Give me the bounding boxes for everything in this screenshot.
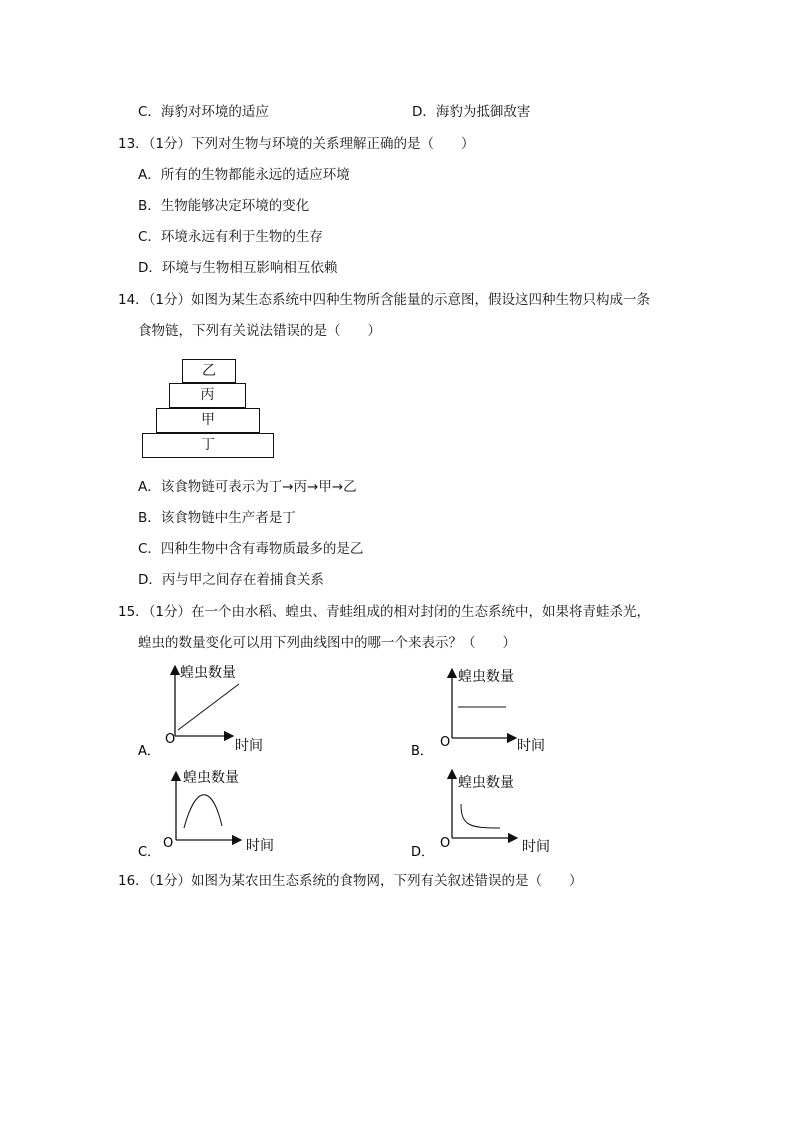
- q15-stem-line2: 蝗虫的数量变化可以用下列曲线图中的哪一个来表示？（ ）: [138, 635, 516, 651]
- graph-b: [411, 668, 545, 759]
- q13-option-d: D．环境与生物相互影响相互依赖: [138, 260, 338, 276]
- q16-stem: 16．（1分）如图为某农田生态系统的食物网，下列有关叙述错误的是（ ）: [118, 873, 583, 889]
- graph-c-origin: O: [163, 836, 174, 851]
- q13-option-a: A．所有的生物都能永远的适应环境: [138, 167, 350, 183]
- graph-a-label: A．: [138, 744, 160, 759]
- q12-option-d: D．海豹为抵御敌害: [412, 104, 531, 120]
- q14-option-a: A．该食物链可表示为丁→丙→甲→乙: [138, 479, 357, 495]
- graph-a-ylabel: 蝗虫数量: [180, 665, 236, 681]
- graph-d-label: D．: [411, 845, 435, 860]
- pyramid-level-bing: 丙: [169, 383, 246, 408]
- q14-option-c: C．四种生物中含有毒物质最多的是乙: [138, 541, 364, 557]
- graph-d-ylabel: 蝗虫数量: [458, 775, 514, 791]
- q14-option-b: B．该食物链中生产者是丁: [138, 510, 296, 526]
- graph-d-origin: O: [440, 836, 451, 851]
- q13-stem: 13．（1分）下列对生物与环境的关系理解正确的是（ ）: [118, 136, 475, 152]
- pyramid-level-jia: 甲: [156, 408, 260, 433]
- graph-b-label: B．: [411, 744, 433, 759]
- q14-option-d: D．丙与甲之间存在着捕食关系: [138, 572, 324, 588]
- q14-stem-line2: 食物链，下列有关说法错误的是（ ）: [138, 323, 381, 339]
- q14-stem-line1: 14．（1分）如图为某生态系统中四种生物所含能量的示意图，假设这四种生物只构成一条: [118, 292, 651, 308]
- graph-c-xlabel: 时间: [246, 838, 274, 854]
- graph-d: [411, 770, 550, 860]
- graph-d-xlabel: 时间: [522, 839, 550, 855]
- graph-b-xlabel: 时间: [517, 738, 545, 754]
- graph-c-ylabel: 蝗虫数量: [183, 770, 239, 786]
- graph-a-xlabel: 时间: [235, 738, 263, 754]
- graph-c: [138, 769, 274, 860]
- graph-b-origin: O: [440, 735, 451, 750]
- graph-c-label: C．: [138, 845, 161, 860]
- q13-option-b: B．生物能够决定环境的变化: [138, 198, 310, 214]
- q13-option-c: C．环境永远有利于生物的生存: [138, 229, 323, 245]
- pyramid-level-ding: 丁: [142, 433, 274, 458]
- q15-stem-line1: 15．（1分）在一个由水稻、蝗虫、青蛙组成的相对封闭的生态系统中，如果将青蛙杀光，: [118, 604, 651, 620]
- graph-b-ylabel: 蝗虫数量: [458, 669, 514, 685]
- graph-a-origin: O: [165, 732, 176, 747]
- pyramid-level-yi: 乙: [182, 359, 236, 383]
- graph-a: [138, 664, 263, 759]
- q12-option-c: C．海豹对环境的适应: [138, 104, 269, 120]
